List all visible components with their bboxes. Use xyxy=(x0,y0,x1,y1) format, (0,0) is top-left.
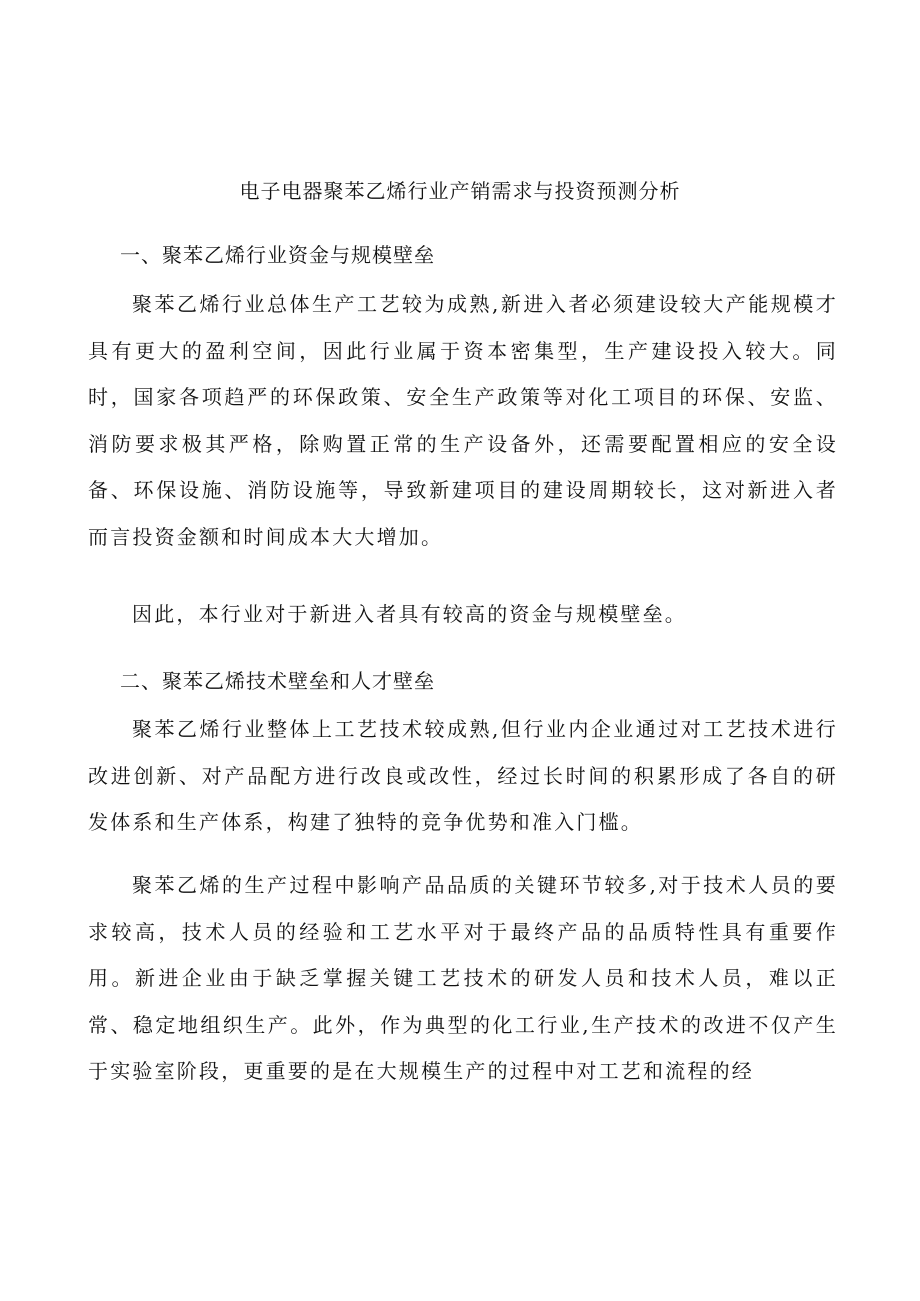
section-2-paragraph-2: 聚苯乙烯的生产过程中影响产品品质的关键环节较多,对于技术人员的要求较高，技术人员的经验和工艺水平对于最终产品的品质特性具有重要作用。新进企业由于缺乏掌握关键工艺技术的研发人员和技术人员，难以正常、稳定地组织生产。此外，作为典型的化工行业,生产技术的改进不仅产生于实验室阶段，更重要的是在大规模生产的过程中对工艺和流程的经 xyxy=(88,873,838,1083)
section-2-heading: 二、聚苯乙烯技术壁垒和人才壁垒 xyxy=(120,669,435,693)
section-1-paragraph-1: 聚苯乙烯行业总体生产工艺较为成熟,新进入者必须建设较大产能规模才具有更大的盈利空间，因此行业属于资本密集型，生产建设投入较大。同时，国家各项趋严的环保政策、安全生产政策等对化工项目的环保、安监、消防要求极其严格，除购置正常的生产设备外，还需要配置相应的安全设备、环保设施、消防设施等，导致新建项目的建设周期较长，这对新进入者而言投资金额和时间成本大大增加。 xyxy=(88,292,838,549)
section-2-paragraph-1: 聚苯乙烯行业整体上工艺技术较成熟,但行业内企业通过对工艺技术进行改进创新、对产品配方进行改良或改性，经过长时间的积累形成了各自的研发体系和生产体系，构建了独特的竞争优势和准入门槛。 xyxy=(88,717,838,834)
document-title: 电子电器聚苯乙烯行业产销需求与投资预测分析 xyxy=(239,179,681,203)
section-1-paragraph-2: 因此，本行业对于新进入者具有较高的资金与规模壁垒。 xyxy=(132,602,687,626)
section-1-heading: 一、聚苯乙烯行业资金与规模壁垒 xyxy=(120,243,435,267)
